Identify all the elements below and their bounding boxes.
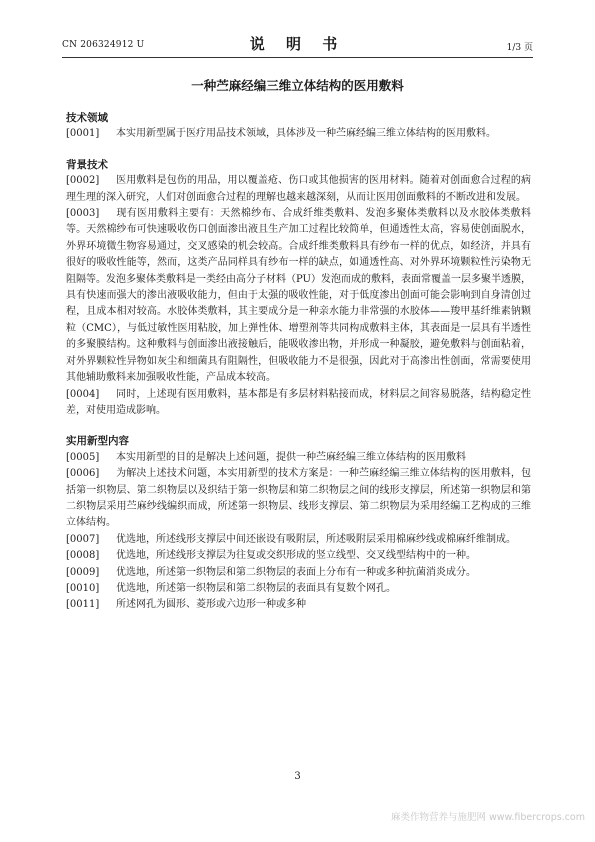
paragraph <box>66 126 531 142</box>
paragraph <box>66 565 531 581</box>
paragraph-text: 优选地，所述线形支撑层中间还嵌设有吸附层，所述吸附层采用棉麻纱线或棉麻纤维制成。 <box>116 533 516 545</box>
paragraph <box>66 387 531 420</box>
section-gap <box>66 419 531 433</box>
paragraph-text: 为解决上述技术问题，本实用新型的技术方案是：一种苎麻经编三维立体结构的医用敷料，包括第一织物层、第二织物层以及织结于第一织物层和第二织物层之间的线形支撑层，所述第一织物层和第二织物层采用苎麻纱线编织而成，所述第一织物层、线形支撑层、第二织物层为采用经编工艺构成的三维立体结构。 <box>66 468 531 529</box>
paragraph-text: 现有医用敷料主要有：天然棉纱布、合成纤维类敷料、发泡多聚体类敷料以及水胶体类敷料等。天然棉纱布可快速吸收伤口创面渗出液且生产加工过程比较简单，但通透性太高，容易使创面脱水，外界环境微生物容易通过，交叉感染的机会较高。合成纤维类敷料具有纱布一样的优点，如经济，并具有很好的吸收性能等，然而，这类产品同样具有纱布一样的缺点，如通透性高、对外界环境颗粒性污染物无阻隔等。发泡多聚体类敷料是一类经由高分子材料（PU）发泡而成的敷料，表面常覆盖一层多聚半透膜，具有快速而强大的渗出液吸收能力，但由于太强的吸收性能，对于低度渗出创面可能会影响到自身清创过程，且成本相对较高。水胶体类敷料，其主要成分是一种亲水能力非常强的水胶体——羧甲基纤维素钠颗粒（CMC），与低过敏性医用粘胶，加上弹性体、增塑剂等共同构成敷料主体，其表面是一层具有半透性的多聚膜结构。这种敷料与创面渗出液接触后，能吸收渗出物，并形成一种凝胶，避免敷料与创面粘着，对外界颗粒性异物如灰尘和细菌具有阻隔性，但吸收能力不是很强，因此对于高渗出性创面，常需要使用其他辅助敷料来加强吸收性能，产品成本较高。 <box>66 208 531 384</box>
paragraph-number: [0010] <box>66 582 100 594</box>
header-divider <box>62 57 533 58</box>
paragraph-number: [0009] <box>66 566 100 578</box>
patent-number: CN 206324912 U <box>62 40 145 50</box>
paragraph-number: [0007] <box>66 533 100 545</box>
paragraph-text: 所述网孔为圆形、菱形或六边形一种或多种 <box>116 599 306 611</box>
paragraph-text: 优选地，所述第一织物层和第二织物层的表面具有复数个网孔。 <box>116 582 396 594</box>
paragraph-text: 本实用新型的目的是解决上述问题，提供一种苎麻经编三维立体结构的医用敷料 <box>116 451 466 463</box>
paragraph <box>66 206 531 386</box>
paragraph-number: [0004] <box>66 388 100 400</box>
paragraph-number: [0005] <box>66 451 100 463</box>
site-watermark: 麻类作物营养与施肥网 www.fibercrops.com <box>390 812 585 823</box>
paragraph-text: 优选地，所述第一织物层和第二织物层的表面上分布有一种或多种抗菌消炎成分。 <box>116 566 476 578</box>
paragraph <box>66 466 531 532</box>
paragraph <box>66 548 531 564</box>
doc-type-heading: 说 明 书 <box>249 35 346 53</box>
section-gap <box>66 143 531 157</box>
section-heading: 实用新型内容 <box>66 435 129 448</box>
paragraph-number: [0006] <box>66 468 100 480</box>
paragraph <box>66 173 531 206</box>
document-title: 一种苎麻经编三维立体结构的医用敷料 <box>191 78 404 93</box>
paragraph-number: [0003] <box>66 208 100 220</box>
paragraph <box>66 450 531 466</box>
paragraph-text: 同时，上述现有医用敷料，基本都是有多层材料粘接而成，材料层之间容易脱落，结构稳定性差，对使用造成影响。 <box>66 388 531 416</box>
paragraph-text: 医用敷料是包伤的用品，用以覆盖疮、伤口或其他损害的医用材料。随着对创面愈合过程的病理生理的深入研究，人们对创面愈合过程的理解也越来越深刻，从而让医用创面敷料的不断改进和发展。 <box>66 175 531 203</box>
document-body <box>66 110 531 614</box>
paragraph <box>66 581 531 597</box>
paragraph-number: [0001] <box>66 128 100 140</box>
paragraph-number: [0008] <box>66 550 100 562</box>
paragraph-number: [0002] <box>66 175 100 187</box>
page-counter: 1/3 页 <box>506 43 533 53</box>
paragraph <box>66 532 531 548</box>
paragraph-text: 本实用新型属于医疗用品技术领域，具体涉及一种苎麻经编三维立体结构的医用敷料。 <box>116 128 496 140</box>
section-heading: 背景技术 <box>66 158 108 171</box>
section-heading: 技术领域 <box>66 112 108 124</box>
page-number: 3 <box>294 771 301 782</box>
paragraph-number: [0011] <box>66 599 100 611</box>
paragraph <box>66 597 531 613</box>
paragraph-text: 优选地，所述线形支撑层为往复或交织形成的竖立线型、交叉线型结构中的一种。 <box>116 550 476 562</box>
